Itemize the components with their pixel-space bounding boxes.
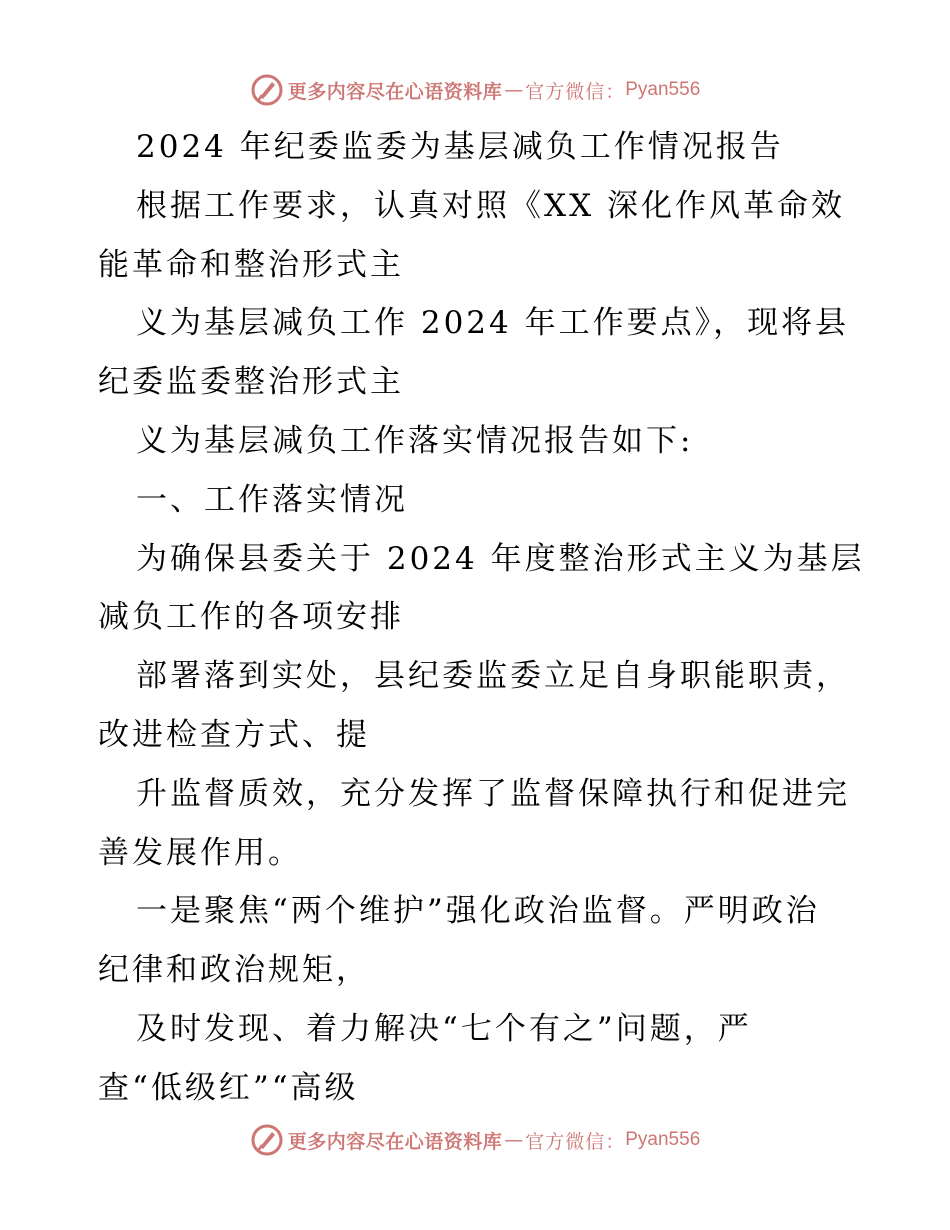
- paragraph-line: 义为基层减负工作 2024 年工作要点》，现将县: [136, 305, 850, 342]
- paragraph-line: 善发展作用。: [98, 834, 302, 871]
- quill-pen-logo-icon: [250, 73, 284, 107]
- watermark-official-label: 官方微信：: [525, 80, 626, 103]
- paragraph-line: 纪委监委整治形式主: [98, 364, 404, 401]
- paragraph-line: 能革命和整治形式主: [98, 246, 404, 283]
- paragraph-line: 及时发现、着力解决“七个有之”问题，严: [136, 1010, 752, 1047]
- paragraph-line: 根据工作要求，认真对照《XX 深化作风革命效: [136, 187, 845, 224]
- quill-pen-logo-icon: [250, 1123, 284, 1157]
- watermark-dash: —: [504, 79, 524, 101]
- paragraph-line: 义为基层减负工作落实情况报告如下:: [136, 422, 694, 459]
- section-heading: 一、工作落实情况: [136, 481, 408, 518]
- paragraph-line: 一是聚焦“两个维护”强化政治监督。严明政治: [136, 893, 820, 930]
- watermark-main-text: 更多内容尽在心语资料库: [287, 1130, 503, 1153]
- document-body: [98, 118, 865, 1118]
- watermark-header: [0, 70, 950, 110]
- watermark-main-text: 更多内容尽在心语资料库: [287, 80, 503, 103]
- paragraph-line: 减负工作的各项安排: [98, 599, 404, 636]
- paragraph-line: 部署落到实处，县纪委监委立足自身职能职责，: [136, 658, 850, 695]
- paragraph-line: 纪律和政治规矩，: [98, 952, 370, 989]
- document-title: 2024 年纪委监委为基层减负工作情况报告: [136, 129, 784, 165]
- paragraph-line: 查“低级红”“高级: [98, 1069, 359, 1106]
- watermark-wechat-id: Pyan556: [625, 1129, 701, 1150]
- watermark-footer: [0, 1120, 950, 1160]
- paragraph-line: 升监督质效，充分发挥了监督保障执行和促进完: [136, 775, 850, 812]
- watermark-official-label: 官方微信：: [525, 1130, 626, 1153]
- paragraph-line: 改进检查方式、提: [98, 716, 370, 753]
- watermark-wechat-id: Pyan556: [625, 79, 701, 100]
- paragraph-line: 为确保县委关于 2024 年度整治形式主义为基层: [136, 540, 865, 577]
- watermark-dash: —: [504, 1129, 524, 1151]
